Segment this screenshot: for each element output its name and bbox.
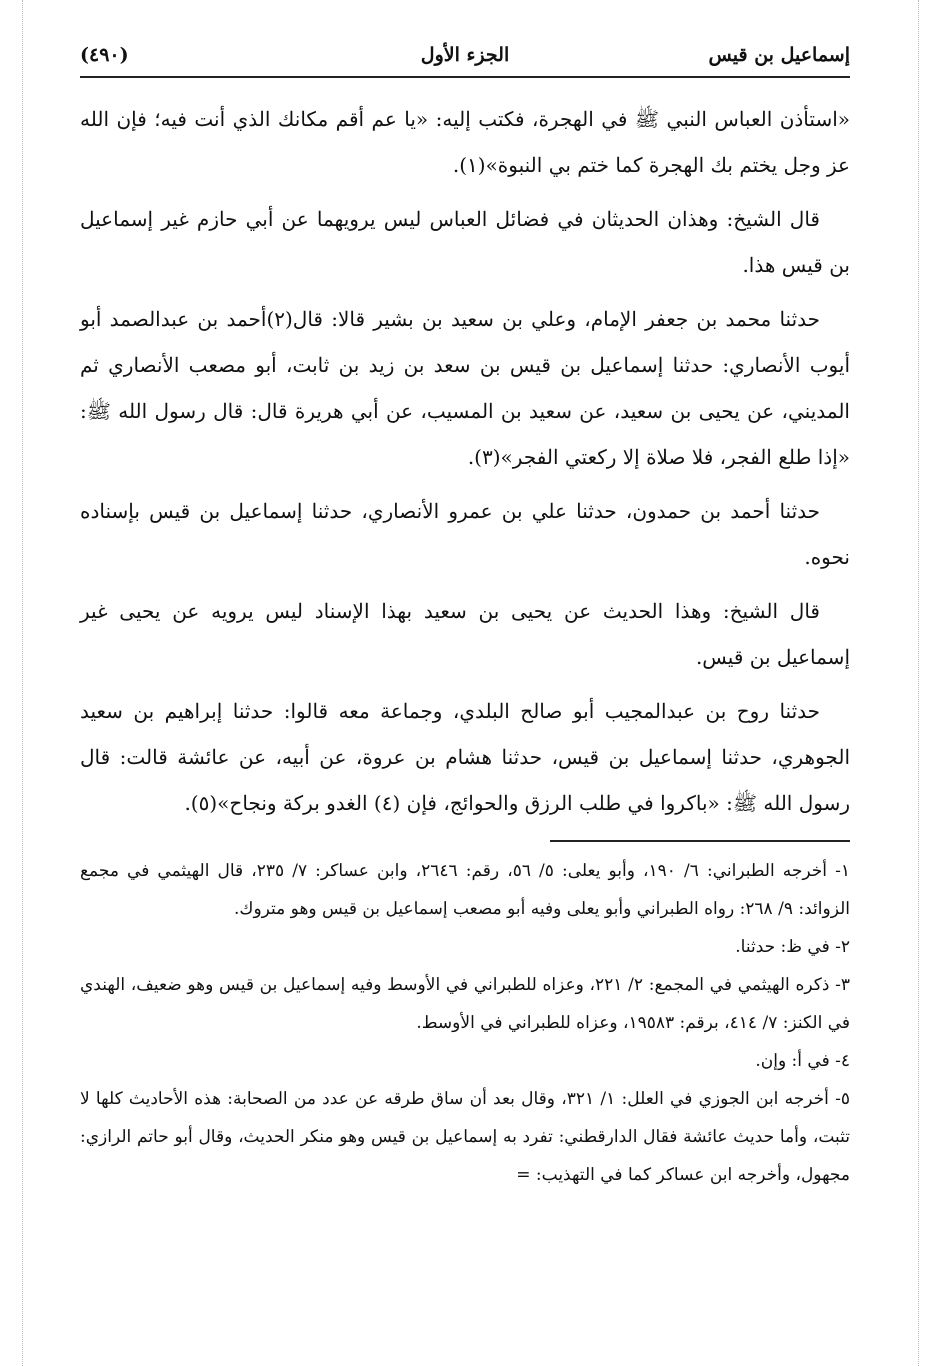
footnote: ٥- أخرجه ابن الجوزي في العلل: ١/ ٣٢١، وقال بعد أن ساق طرقه عن عدد من الصحابة: هذه الأحاديث كلها لا تثبت، وأما حديث عائشة فقال الدارقطني: تفرد به إسماعيل بن قيس وهو منكر الحديث، وقال أبو حاتم الرازي: مجهول، وأخرجه ابن عساكر كما في التهذيب: = [80,1089,850,1185]
book-page [80,40,850,1194]
right-margin-line [918,0,919,1366]
paragraph: قال الشيخ: وهذا الحديث عن يحيى بن سعيد بهذا الإسناد ليس يرويه عن يحيى غير إسماعيل بن قيس. [80,599,850,669]
footnotes [80,852,850,1194]
page-number: (٤٩٠) [80,44,129,66]
main-text [80,96,850,826]
footnote: ٢- في ظ: حدثنا. [735,937,850,957]
paragraph: «استأذن العباس النبي ﷺ في الهجرة، فكتب إليه: «يا عم أقم مكانك الذي أنت فيه؛ فإن الله عز وجل يختم بك الهجرة كما ختم بي النبوة»(١). [80,107,850,177]
footnote: ٣- ذكره الهيثمي في المجمع: ٢/ ٢٢١، وعزاه للطبراني في الأوسط وفيه إسماعيل بن قيس وهو ضعيف، الهندي في الكنز: ٧/ ٤١٤، برقم: ١٩٥٨٣، وعزاه للطبراني في الأوسط. [80,975,850,1033]
footnote: ٤- في أ: وإن. [755,1051,850,1071]
part-title: الجزء الأول [420,44,510,66]
paragraph: حدثنا أحمد بن حمدون، حدثنا علي بن عمرو الأنصاري، حدثنا إسماعيل بن قيس بإسناده نحوه. [80,499,850,569]
left-margin-line [22,0,23,1366]
paragraph: حدثنا روح بن عبدالمجيب أبو صالح البلدي، وجماعة معه قالوا: حدثنا إبراهيم بن سعيد الجوهري، حدثنا إسماعيل بن قيس، حدثنا هشام بن عروة، عن أبيه، عن عائشة قالت: قال رسول الله ﷺ: «باكروا في طلب الرزق والحوائج، فإن (٤) الغدو بركة ونجاح»(٥). [80,699,850,815]
page-header [80,40,850,78]
footnote-separator [550,840,850,842]
paragraph: قال الشيخ: وهذان الحديثان في فضائل العباس ليس يرويهما عن أبي حازم غير إسماعيل بن قيس هذا. [80,207,850,277]
footnote: ١- أخرجه الطبراني: ٦/ ١٩٠، وأبو يعلى: ٥/ ٥٦، رقم: ٢٦٤٦، وابن عساكر: ٧/ ٢٣٥، قال الهيثمي في مجمع الزوائد: ٩/ ٢٦٨: رواه الطبراني وأبو يعلى وفيه أبو مصعب إسماعيل بن قيس وهو متروك. [80,861,850,919]
paragraph: حدثنا محمد بن جعفر الإمام، وعلي بن سعيد بن بشير قالا: قال(٢)أحمد بن عبدالصمد أبو أيوب الأنصاري: حدثنا إسماعيل بن قيس بن سعد بن زيد بن ثابت، أبو مصعب الأنصاري ثم المديني، عن يحيى بن سعيد، عن سعيد بن المسيب، عن أبي هريرة قال: قال رسول الله ﷺ: «إذا طلع الفجر، فلا صلاة إلا ركعتي الفجر»(٣). [80,307,850,469]
running-title: إسماعيل بن قيس [708,44,850,66]
